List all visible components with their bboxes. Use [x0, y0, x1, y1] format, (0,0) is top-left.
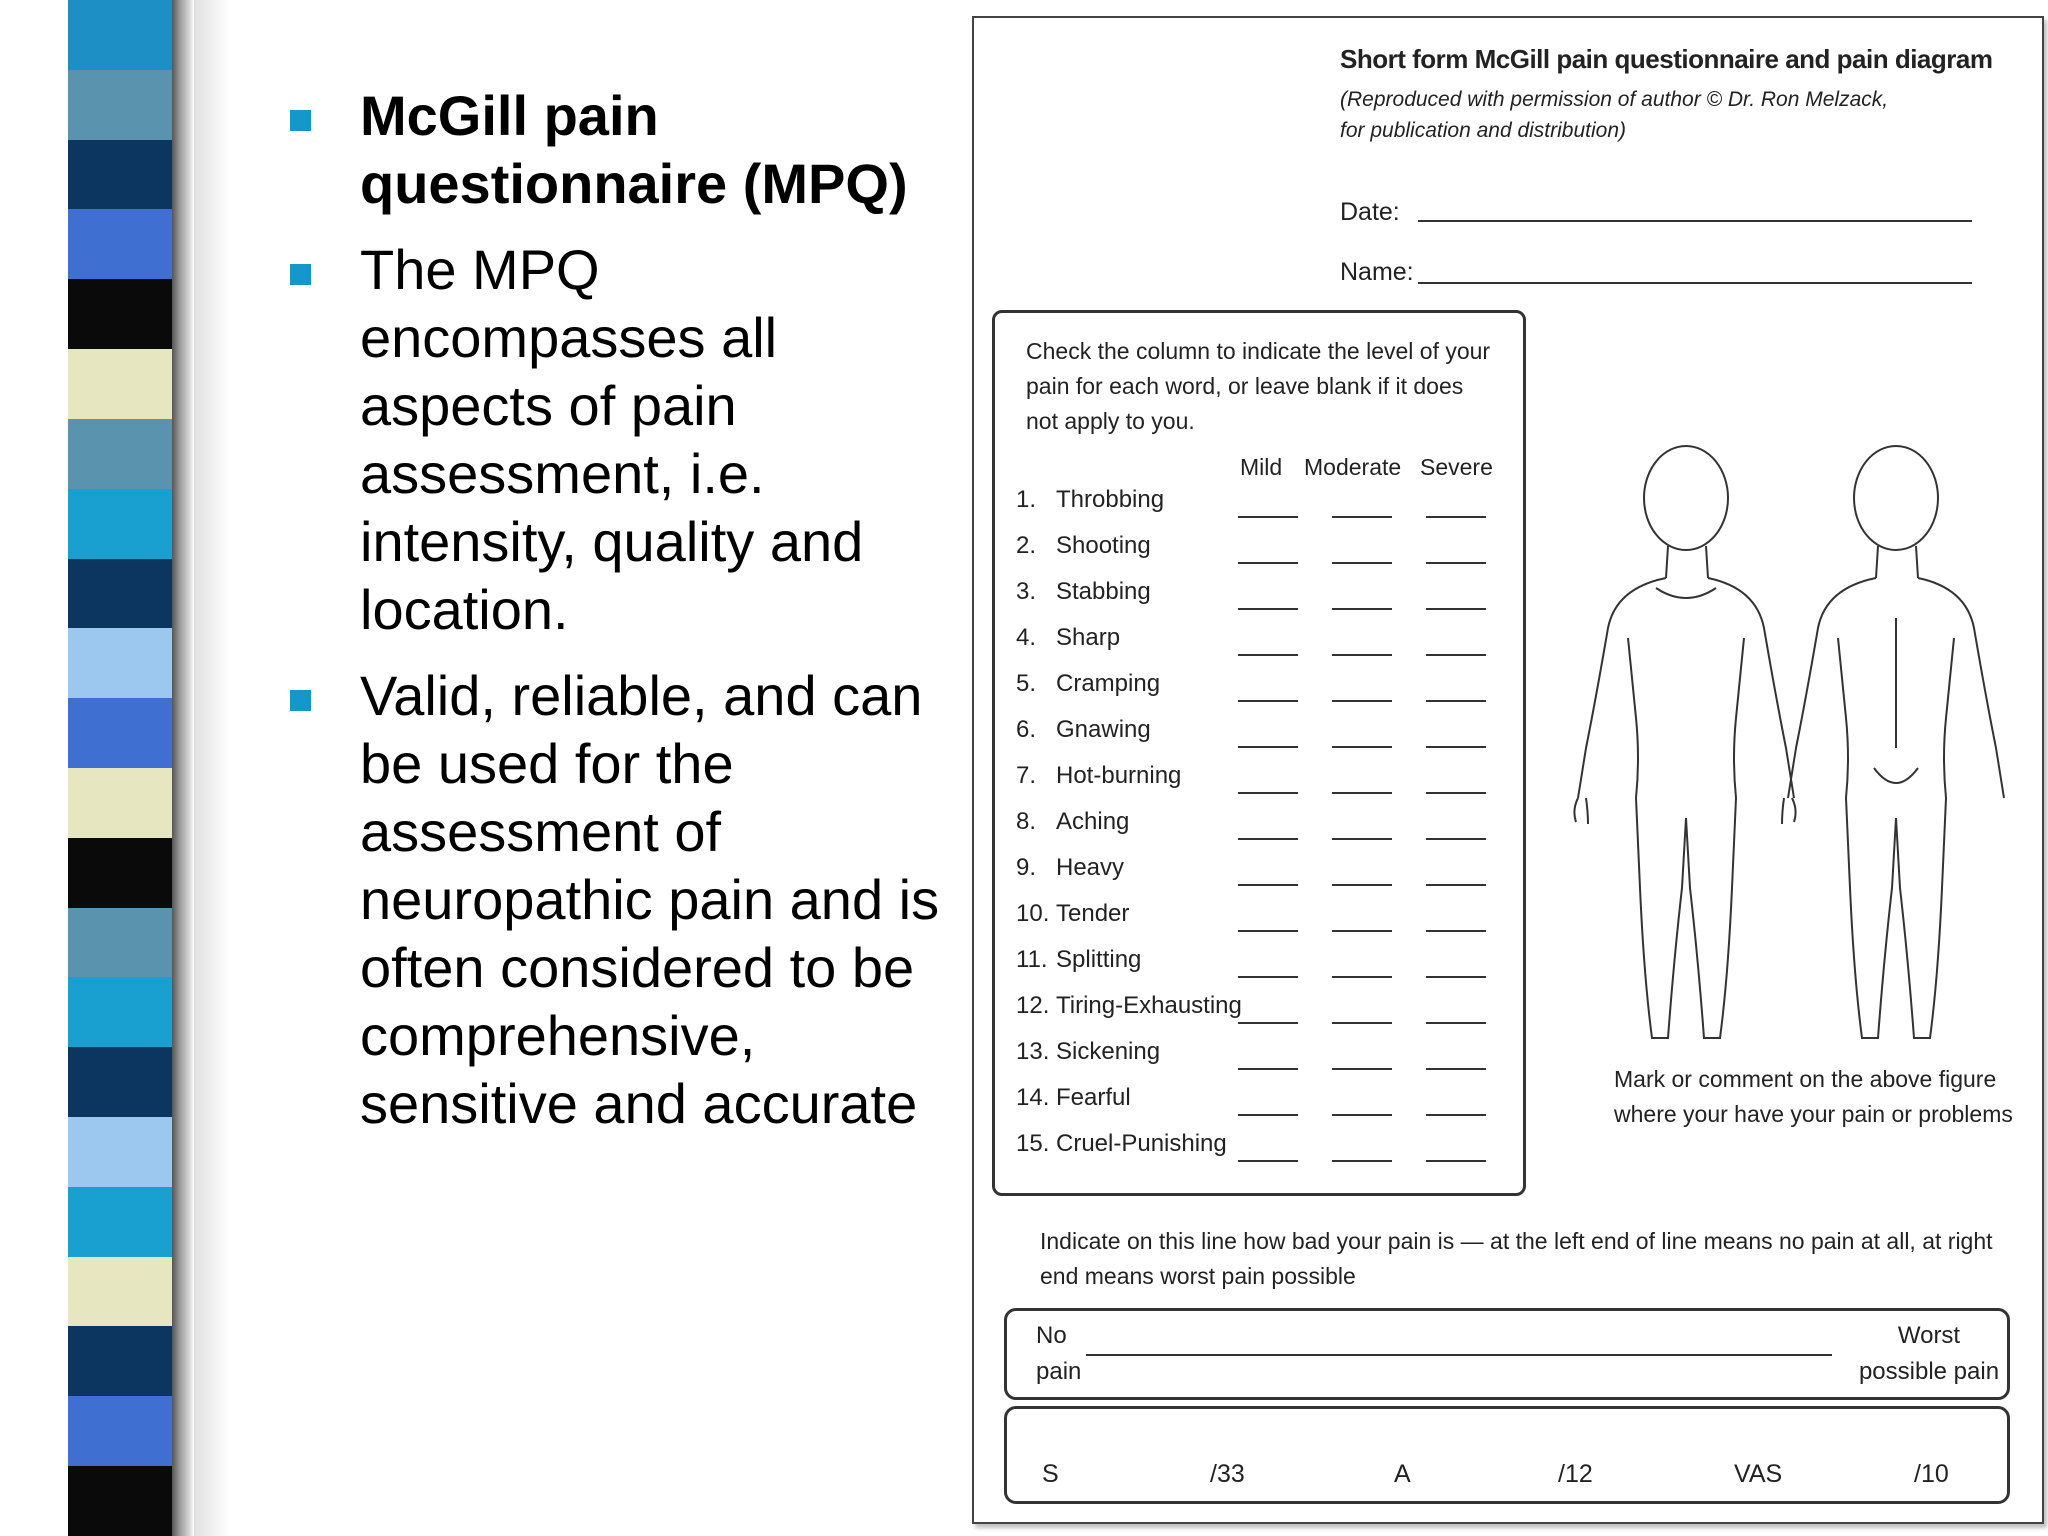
bullet-text: Valid, reliable, and can be used for the assessment of neuropathic pain and is often considered to be comprehensive, sensitive and accurate	[360, 664, 940, 1135]
check-blank-severe	[1426, 608, 1486, 610]
date-line	[1418, 220, 1972, 222]
stripe-segment	[68, 70, 186, 140]
stripe-segment	[68, 1187, 186, 1257]
pain-word: Heavy	[1056, 854, 1125, 881]
column-mild: Mild	[1240, 454, 1283, 480]
bullet-text: The MPQ encompasses all aspects of pain assessment, i.e. intensity, quality and location.	[360, 238, 864, 641]
check-blank-moderate	[1332, 700, 1392, 702]
mcgill-questionnaire-document	[972, 16, 2044, 1524]
score-label: VAS	[1734, 1460, 1783, 1488]
check-blank-moderate	[1332, 792, 1392, 794]
stripe-segment	[68, 838, 186, 908]
vas-no-pain-label: No pain	[1036, 1322, 1082, 1385]
stripe-segment	[68, 140, 186, 210]
check-blank-severe	[1426, 746, 1486, 748]
vas-worst-pain-label: Worst possible pain	[1858, 1322, 2000, 1385]
check-blank-mild	[1238, 700, 1298, 702]
pain-word: Cramping	[1056, 670, 1161, 697]
check-blank-mild	[1238, 838, 1298, 840]
check-blank-moderate	[1332, 1068, 1392, 1070]
pain-word: Tender	[1056, 900, 1130, 927]
body-diagram-figure	[1556, 418, 2026, 1058]
pain-word: Sharp	[1056, 624, 1121, 651]
check-blank-mild	[1238, 746, 1298, 748]
back-body-outline	[1788, 446, 2004, 1038]
score-summary-box	[1004, 1406, 2010, 1504]
stripe-segment	[68, 908, 186, 978]
pain-word-number: 2.	[1016, 532, 1037, 559]
check-blank-mild	[1238, 792, 1298, 794]
score-label: A	[1394, 1460, 1411, 1488]
check-blank-moderate	[1332, 930, 1392, 932]
checklist-instruction: Check the column to indicate the level of your pain for each word, or leave blank if it does not apply to you.	[1026, 338, 1491, 434]
stripe-segment	[68, 628, 186, 698]
check-blank-moderate	[1332, 884, 1392, 886]
check-blank-severe	[1426, 516, 1486, 518]
pain-word-number: 3.	[1016, 578, 1037, 605]
check-blank-severe	[1426, 1114, 1486, 1116]
bullet-square-icon	[290, 110, 311, 131]
figure-caption: Mark or comment on the above figure where your have your pain or problems	[1614, 1066, 2013, 1127]
check-blank-severe	[1426, 700, 1486, 702]
check-blank-moderate	[1332, 976, 1392, 978]
bullet-square-icon	[290, 690, 311, 711]
score-label: /10	[1914, 1460, 1949, 1488]
stripe-segment	[68, 977, 186, 1047]
check-blank-moderate	[1332, 1022, 1392, 1024]
stripe-segment	[68, 1396, 186, 1466]
check-blank-severe	[1426, 976, 1486, 978]
stripe-segment	[68, 1257, 186, 1327]
check-blank-moderate	[1332, 608, 1392, 610]
stripe-segment	[68, 1466, 186, 1536]
pain-word: Gnawing	[1056, 716, 1151, 743]
stripe-segment	[68, 279, 186, 349]
stripe-edge	[172, 0, 194, 1536]
name-label: Name:	[1340, 258, 1414, 286]
check-blank-mild	[1238, 884, 1298, 886]
bullet-item	[280, 236, 940, 644]
check-blank-moderate	[1332, 838, 1392, 840]
stripe-segment	[68, 1047, 186, 1117]
stripe-segment	[68, 1117, 186, 1187]
vas-instruction: Indicate on this line how bad your pain is — at the left end of line means no pain at all, at right end means worst pain possible	[1040, 1228, 1993, 1289]
bullet-list	[280, 82, 940, 1156]
stripe-segment	[68, 209, 186, 279]
questionnaire-title: Short form McGill pain questionnaire and pain diagram	[1340, 44, 1993, 74]
stripe-segment	[68, 349, 186, 419]
pain-word: Tiring-Exhausting	[1056, 992, 1242, 1019]
pain-word-number: 8.	[1016, 808, 1037, 835]
score-label: /33	[1210, 1460, 1245, 1488]
stripe-segment	[68, 1326, 186, 1396]
check-blank-mild	[1238, 1068, 1298, 1070]
stripe-segment	[68, 559, 186, 629]
check-blank-moderate	[1332, 516, 1392, 518]
score-label: S	[1042, 1460, 1059, 1488]
check-blank-severe	[1426, 1068, 1486, 1070]
bullet-square-icon	[290, 264, 311, 285]
bullet-text: McGill pain questionnaire (MPQ)	[360, 84, 908, 215]
check-blank-mild	[1238, 930, 1298, 932]
pain-word: Aching	[1056, 808, 1130, 835]
check-blank-severe	[1426, 1022, 1486, 1024]
check-blank-mild	[1238, 516, 1298, 518]
check-blank-moderate	[1332, 1160, 1392, 1162]
vas-line	[1086, 1354, 1832, 1356]
check-blank-severe	[1426, 1160, 1486, 1162]
pain-word-number: 1.	[1016, 486, 1037, 513]
stripe-segment	[68, 419, 186, 489]
pain-word-number: 13.	[1016, 1038, 1050, 1065]
stripe-segment	[68, 489, 186, 559]
column-moderate: Moderate	[1304, 454, 1402, 480]
column-severe: Severe	[1420, 454, 1493, 480]
pain-word-number: 15.	[1016, 1130, 1050, 1157]
check-blank-severe	[1426, 792, 1486, 794]
check-blank-moderate	[1332, 746, 1392, 748]
bullet-item	[280, 662, 940, 1138]
check-blank-severe	[1426, 654, 1486, 656]
name-line	[1418, 282, 1972, 284]
pain-word-number: 5.	[1016, 670, 1037, 697]
front-body-outline	[1574, 446, 1795, 1038]
check-blank-severe	[1426, 838, 1486, 840]
pain-word: Fearful	[1056, 1084, 1131, 1111]
pain-word-number: 10.	[1016, 900, 1050, 927]
pain-word-number: 14.	[1016, 1084, 1050, 1111]
pain-word: Throbbing	[1056, 486, 1165, 513]
bullet-item	[280, 82, 940, 218]
check-blank-moderate	[1332, 1114, 1392, 1116]
pain-word-number: 6.	[1016, 716, 1037, 743]
decorative-stripe	[68, 0, 186, 1536]
questionnaire-subtitle: (Reproduced with permission of author © Dr. Ron Melzack, for publication and distribution)	[1340, 88, 1889, 142]
pain-word: Cruel-Punishing	[1056, 1130, 1227, 1157]
check-blank-severe	[1426, 562, 1486, 564]
stripe-segment	[68, 0, 186, 70]
check-blank-mild	[1238, 1160, 1298, 1162]
check-blank-mild	[1238, 976, 1298, 978]
pain-word: Stabbing	[1056, 578, 1151, 605]
check-blank-severe	[1426, 930, 1486, 932]
pain-word: Hot-burning	[1056, 762, 1182, 789]
check-blank-mild	[1238, 562, 1298, 564]
check-blank-moderate	[1332, 654, 1392, 656]
pain-word: Shooting	[1056, 532, 1151, 559]
stripe-segment	[68, 698, 186, 768]
date-label: Date:	[1340, 198, 1400, 226]
pain-word: Splitting	[1056, 946, 1142, 973]
pain-word-number: 11.	[1016, 946, 1048, 973]
pain-word-number: 12.	[1016, 992, 1050, 1019]
check-blank-moderate	[1332, 562, 1392, 564]
stripe-segment	[68, 768, 186, 838]
pain-word: Sickening	[1056, 1038, 1161, 1065]
check-blank-mild	[1238, 654, 1298, 656]
check-blank-mild	[1238, 608, 1298, 610]
check-blank-severe	[1426, 884, 1486, 886]
pain-word-number: 9.	[1016, 854, 1037, 881]
score-label: /12	[1558, 1460, 1593, 1488]
check-blank-mild	[1238, 1022, 1298, 1024]
check-blank-mild	[1238, 1114, 1298, 1116]
pain-word-number: 4.	[1016, 624, 1037, 651]
pain-word-number: 7.	[1016, 762, 1037, 789]
